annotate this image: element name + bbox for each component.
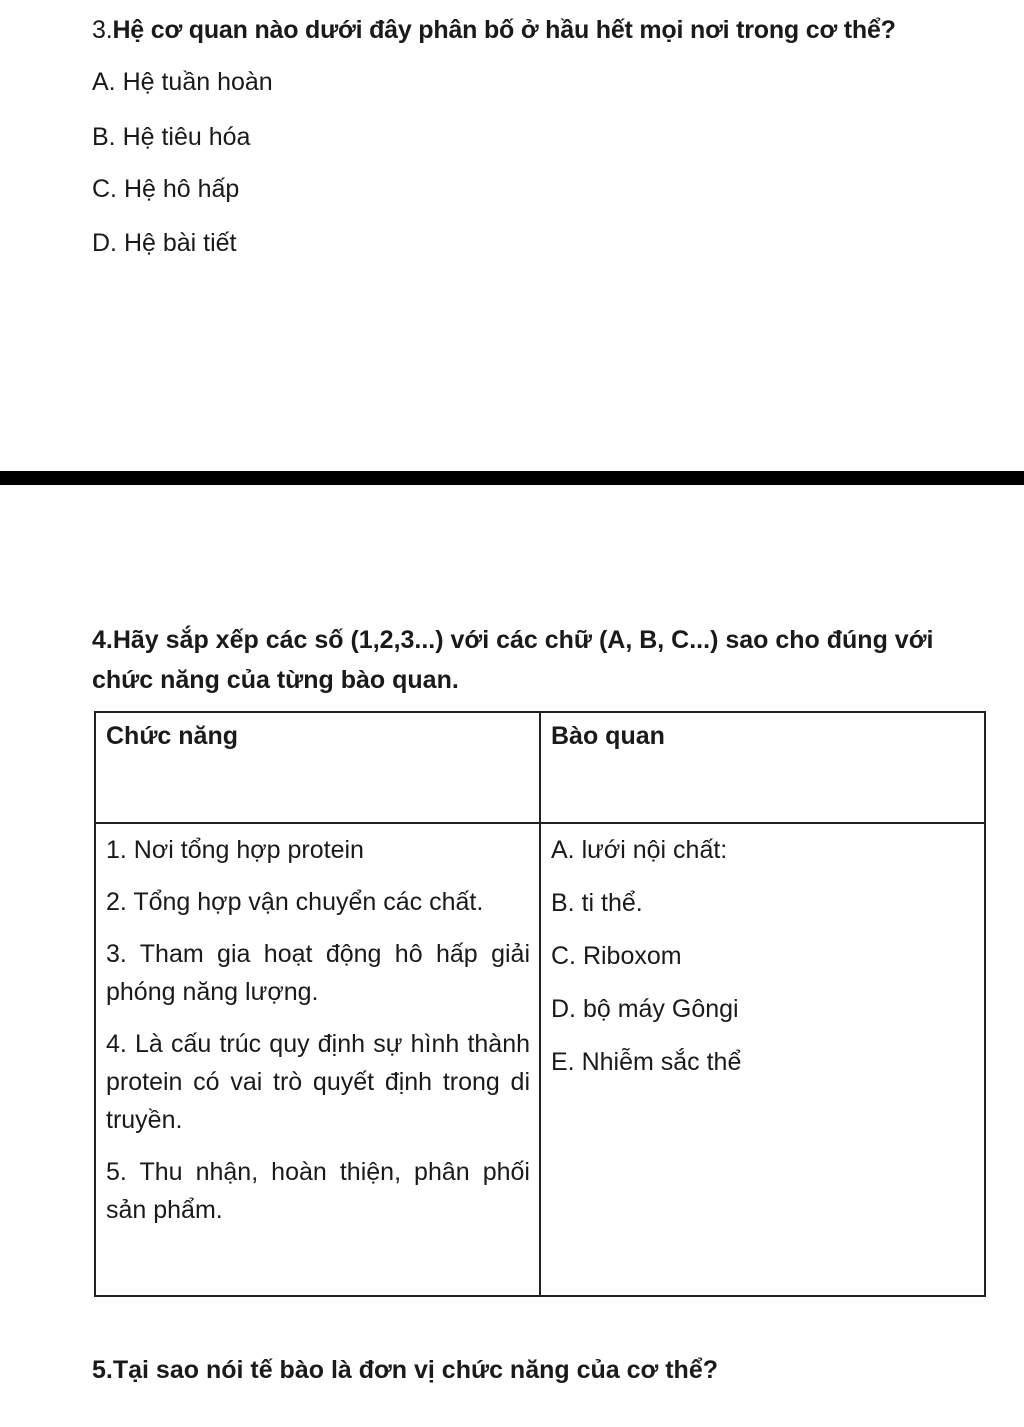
organelle-list xyxy=(551,823,971,1088)
function-item-3: 3. Tham gia hoạt động hô hấp giải phóng năng lượng. xyxy=(106,940,530,1006)
question-5-title: 5.Tại sao nói tế bào là đơn vị chức năng của cơ thể? xyxy=(92,1356,719,1384)
table-header-organelle: Bào quan xyxy=(551,722,665,750)
question-3-number: 3. xyxy=(92,16,113,44)
organelle-item-c: C. Riboxom xyxy=(551,942,682,970)
function-item-5: 5. Thu nhận, hoàn thiện, phân phối sản phẩm. xyxy=(106,1158,530,1224)
organelle-item-e: E. Nhiễm sắc thể xyxy=(551,1048,742,1076)
question-3-option-c: C. Hệ hô hấp xyxy=(92,175,240,203)
organelle-item-b: B. ti thể. xyxy=(551,889,643,917)
organelle-item-d: D. bộ máy Gôngi xyxy=(551,995,739,1023)
function-item-1: 1. Nơi tổng hợp protein xyxy=(106,836,364,864)
question-3-option-b: B. Hệ tiêu hóa xyxy=(92,123,251,151)
question-3-text: Hệ cơ quan nào dưới đây phân bố ở hầu hết mọi nơi trong cơ thể? xyxy=(112,16,896,44)
matching-table xyxy=(94,711,986,1297)
question-3-title xyxy=(92,12,896,48)
table-column-divider xyxy=(539,713,541,1295)
question-3-option-d: D. Hệ bài tiết xyxy=(92,229,237,257)
section-divider xyxy=(0,471,1024,485)
organelle-item-a: A. lưới nội chất: xyxy=(551,836,728,864)
function-list xyxy=(106,823,530,1235)
question-3-option-a: A. Hệ tuần hoàn xyxy=(92,68,273,96)
function-item-2: 2. Tổng hợp vận chuyển các chất. xyxy=(106,888,484,916)
function-item-4: 4. Là cấu trúc quy định sự hình thành protein có vai trò quyết định trong di truyền. xyxy=(106,1030,530,1134)
question-4-title: 4.Hãy sắp xếp các số (1,2,3...) với các chữ (A, B, C...) sao cho đúng với chức năng của từng bào quan. xyxy=(92,626,934,694)
table-header-function: Chức năng xyxy=(106,722,238,750)
